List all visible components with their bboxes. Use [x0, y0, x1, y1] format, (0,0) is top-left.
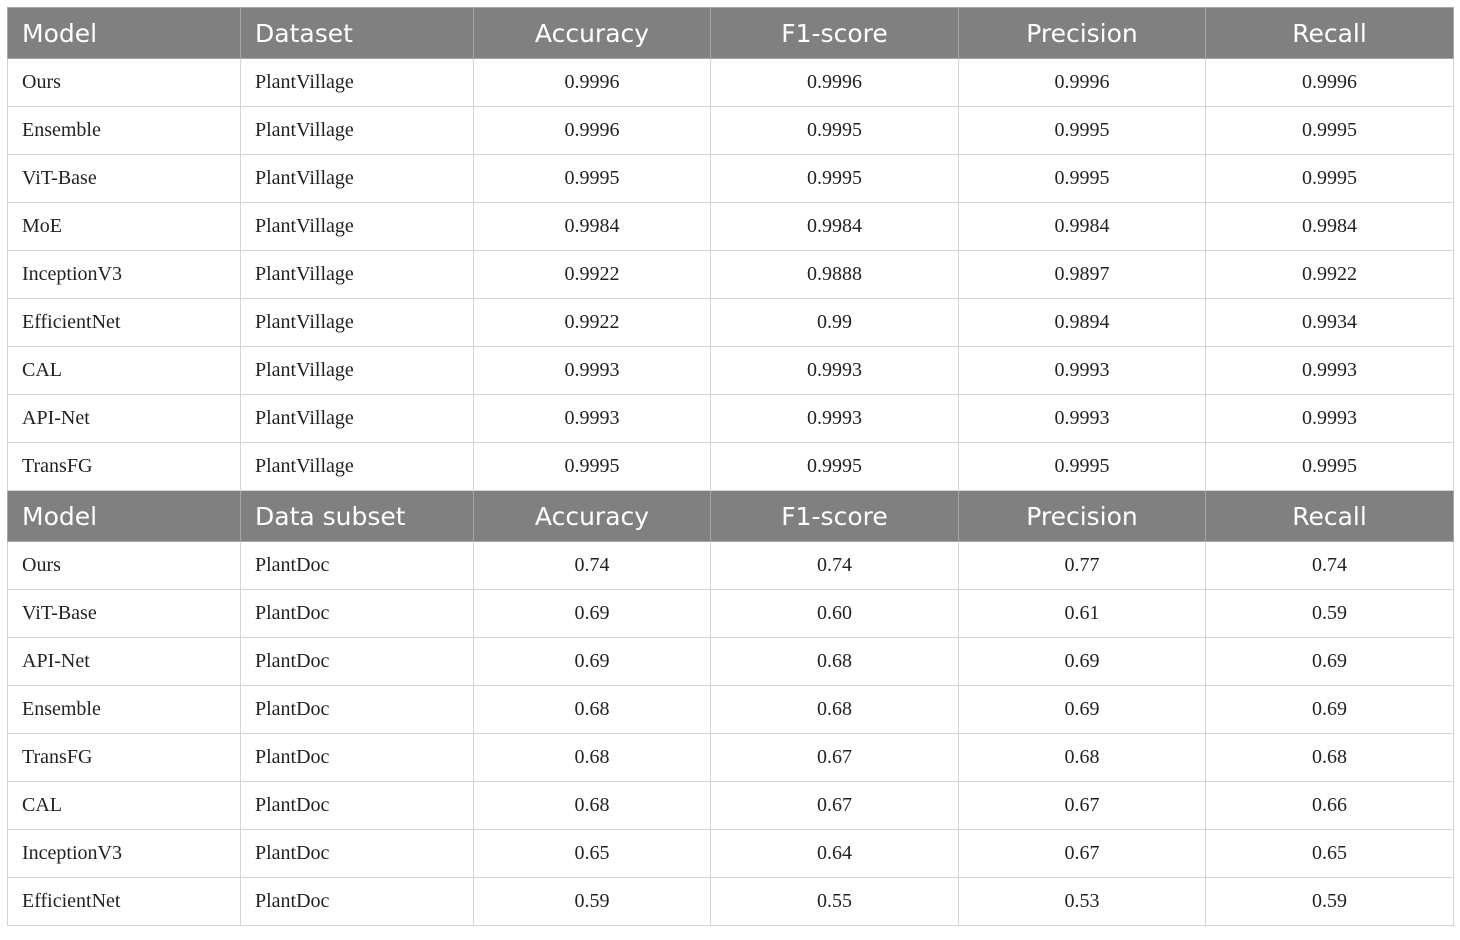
column-header-f1-score: F1-score: [711, 8, 959, 59]
table-row: [8, 347, 1454, 395]
cell-f1-score: 0.9993: [711, 395, 959, 443]
cell-model: CAL: [8, 782, 241, 830]
cell-model: TransFG: [8, 734, 241, 782]
cell-f1-score: 0.9996: [711, 59, 959, 107]
cell-f1-score: 0.68: [711, 686, 959, 734]
cell-accuracy: 0.9984: [474, 203, 711, 251]
cell-f1-score: 0.67: [711, 734, 959, 782]
table-row: [8, 443, 1454, 491]
cell-f1-score: 0.74: [711, 542, 959, 590]
column-header-f1-score: F1-score: [711, 491, 959, 542]
cell-model: ViT-Base: [8, 590, 241, 638]
column-header-recall: Recall: [1206, 8, 1454, 59]
cell-accuracy: 0.9996: [474, 59, 711, 107]
cell-recall: 0.9984: [1206, 203, 1454, 251]
cell-model: Ours: [8, 542, 241, 590]
cell-model: Ours: [8, 59, 241, 107]
cell-recall: 0.9995: [1206, 107, 1454, 155]
cell-recall: 0.9993: [1206, 395, 1454, 443]
column-header-recall: Recall: [1206, 491, 1454, 542]
column-header-model: Model: [8, 8, 241, 59]
cell-dataset: PlantDoc: [241, 590, 474, 638]
cell-accuracy: 0.59: [474, 878, 711, 926]
cell-dataset: PlantVillage: [241, 59, 474, 107]
cell-f1-score: 0.9888: [711, 251, 959, 299]
column-header-dataset: Dataset: [241, 8, 474, 59]
cell-dataset: PlantVillage: [241, 203, 474, 251]
cell-f1-score: 0.9995: [711, 443, 959, 491]
column-header-model: Model: [8, 491, 241, 542]
cell-precision: 0.9993: [959, 395, 1206, 443]
cell-dataset: PlantVillage: [241, 443, 474, 491]
table-row: [8, 782, 1454, 830]
cell-accuracy: 0.9922: [474, 299, 711, 347]
cell-recall: 0.65: [1206, 830, 1454, 878]
cell-f1-score: 0.9995: [711, 155, 959, 203]
table-row: [8, 638, 1454, 686]
table-row: [8, 542, 1454, 590]
cell-dataset: PlantDoc: [241, 734, 474, 782]
cell-dataset: PlantVillage: [241, 347, 474, 395]
cell-model: TransFG: [8, 443, 241, 491]
cell-f1-score: 0.9993: [711, 347, 959, 395]
cell-dataset: PlantDoc: [241, 542, 474, 590]
table-row: [8, 59, 1454, 107]
cell-f1-score: 0.9995: [711, 107, 959, 155]
cell-dataset: PlantDoc: [241, 638, 474, 686]
cell-precision: 0.69: [959, 638, 1206, 686]
cell-f1-score: 0.68: [711, 638, 959, 686]
table-row: [8, 734, 1454, 782]
cell-precision: 0.9995: [959, 443, 1206, 491]
cell-accuracy: 0.74: [474, 542, 711, 590]
cell-accuracy: 0.68: [474, 734, 711, 782]
cell-dataset: PlantVillage: [241, 299, 474, 347]
cell-recall: 0.69: [1206, 638, 1454, 686]
table-row: [8, 251, 1454, 299]
cell-precision: 0.9993: [959, 347, 1206, 395]
cell-accuracy: 0.9993: [474, 395, 711, 443]
header-row: [8, 8, 1454, 59]
column-header-precision: Precision: [959, 491, 1206, 542]
column-header-dataset: Data subset: [241, 491, 474, 542]
cell-precision: 0.77: [959, 542, 1206, 590]
cell-f1-score: 0.67: [711, 782, 959, 830]
cell-dataset: PlantDoc: [241, 686, 474, 734]
cell-accuracy: 0.9995: [474, 155, 711, 203]
cell-dataset: PlantVillage: [241, 251, 474, 299]
cell-dataset: PlantDoc: [241, 878, 474, 926]
cell-f1-score: 0.64: [711, 830, 959, 878]
cell-dataset: PlantVillage: [241, 395, 474, 443]
cell-accuracy: 0.68: [474, 782, 711, 830]
cell-recall: 0.9996: [1206, 59, 1454, 107]
cell-model: MoE: [8, 203, 241, 251]
table-row: [8, 299, 1454, 347]
table-row: [8, 686, 1454, 734]
cell-model: CAL: [8, 347, 241, 395]
cell-dataset: PlantDoc: [241, 782, 474, 830]
cell-precision: 0.67: [959, 782, 1206, 830]
table-row: [8, 590, 1454, 638]
table-row: [8, 395, 1454, 443]
table-row: [8, 107, 1454, 155]
cell-recall: 0.9995: [1206, 443, 1454, 491]
table-row: [8, 155, 1454, 203]
column-header-accuracy: Accuracy: [474, 8, 711, 59]
cell-recall: 0.9993: [1206, 347, 1454, 395]
cell-recall: 0.9995: [1206, 155, 1454, 203]
cell-model: API-Net: [8, 638, 241, 686]
cell-precision: 0.68: [959, 734, 1206, 782]
cell-recall: 0.66: [1206, 782, 1454, 830]
cell-recall: 0.9922: [1206, 251, 1454, 299]
cell-precision: 0.9894: [959, 299, 1206, 347]
cell-model: ViT-Base: [8, 155, 241, 203]
table-row: [8, 878, 1454, 926]
cell-recall: 0.9934: [1206, 299, 1454, 347]
cell-recall: 0.59: [1206, 590, 1454, 638]
cell-model: InceptionV3: [8, 251, 241, 299]
cell-f1-score: 0.60: [711, 590, 959, 638]
cell-accuracy: 0.69: [474, 590, 711, 638]
results-table: [7, 7, 1454, 926]
cell-model: Ensemble: [8, 686, 241, 734]
table-row: [8, 203, 1454, 251]
cell-recall: 0.59: [1206, 878, 1454, 926]
cell-model: InceptionV3: [8, 830, 241, 878]
header-row: [8, 491, 1454, 542]
cell-model: API-Net: [8, 395, 241, 443]
cell-precision: 0.69: [959, 686, 1206, 734]
cell-precision: 0.9995: [959, 107, 1206, 155]
cell-accuracy: 0.69: [474, 638, 711, 686]
cell-model: Ensemble: [8, 107, 241, 155]
cell-precision: 0.53: [959, 878, 1206, 926]
cell-precision: 0.61: [959, 590, 1206, 638]
column-header-accuracy: Accuracy: [474, 491, 711, 542]
cell-accuracy: 0.68: [474, 686, 711, 734]
cell-precision: 0.67: [959, 830, 1206, 878]
table-body: [8, 8, 1454, 926]
cell-precision: 0.9897: [959, 251, 1206, 299]
cell-model: EfficientNet: [8, 878, 241, 926]
cell-f1-score: 0.9984: [711, 203, 959, 251]
cell-recall: 0.68: [1206, 734, 1454, 782]
cell-f1-score: 0.99: [711, 299, 959, 347]
cell-recall: 0.69: [1206, 686, 1454, 734]
cell-model: EfficientNet: [8, 299, 241, 347]
column-header-precision: Precision: [959, 8, 1206, 59]
cell-dataset: PlantVillage: [241, 155, 474, 203]
cell-accuracy: 0.9922: [474, 251, 711, 299]
cell-dataset: PlantDoc: [241, 830, 474, 878]
cell-precision: 0.9995: [959, 155, 1206, 203]
table-row: [8, 830, 1454, 878]
cell-precision: 0.9984: [959, 203, 1206, 251]
cell-accuracy: 0.9993: [474, 347, 711, 395]
cell-accuracy: 0.65: [474, 830, 711, 878]
cell-dataset: PlantVillage: [241, 107, 474, 155]
cell-accuracy: 0.9996: [474, 107, 711, 155]
cell-precision: 0.9996: [959, 59, 1206, 107]
cell-f1-score: 0.55: [711, 878, 959, 926]
cell-recall: 0.74: [1206, 542, 1454, 590]
cell-accuracy: 0.9995: [474, 443, 711, 491]
